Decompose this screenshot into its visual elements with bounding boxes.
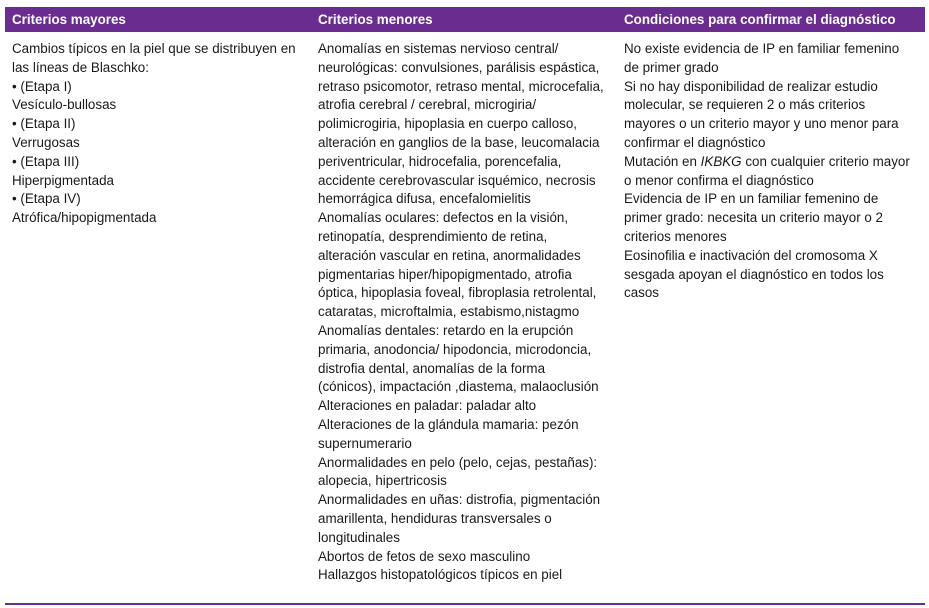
text-line: • (Etapa I) [12,78,72,94]
text-line: hemorrágica difusa, encefalomielitis [318,191,531,207]
text-line: Verrugosas [12,134,80,150]
text-line: Hiperpigmentada [12,172,114,188]
cell-condiciones [617,40,925,303]
cell-criterios-menores [311,40,617,585]
text-line: Hallazgos histopatológicos típicos en piel [318,567,563,583]
text-line: Alteraciones de la glándula mamaria: pezón [318,416,579,432]
text-line: distrofia dental, anomalías de la forma [318,360,546,376]
text-line: accidente cerebrovascular isquémico, necrosis [318,172,596,188]
text-line: Eosinofilia e inactivación del cromosoma X [624,247,878,263]
text-line: periventricular, hidrocefalia, porencefalia, [318,153,562,169]
mutation-line [624,153,925,172]
text-line: las líneas de Blaschko: [12,59,149,75]
text-line: casos [624,285,659,301]
text-line: Abortos de fetos de sexo masculino [318,548,531,564]
text-line: • (Etapa III) [12,153,80,169]
table-body-row [5,32,925,585]
text-line: Alteraciones en paladar: paladar alto [318,398,537,414]
text-line: supernumerario [318,435,412,451]
text-line: alopecia, hipertricosis [318,473,447,489]
text-line: de primer grado [624,59,719,75]
text-line: primaria, anodoncia/ hipodoncia, microdoncia, [318,341,592,357]
text-line: • (Etapa II) [12,116,76,132]
text-line: polimicrogiria, hipoplasia en cuerpo calloso, [318,116,578,132]
text-line: Evidencia de IP en un familiar femenino de [624,191,879,207]
text-line: pigmentarias hiper/hipopigmentado, atrofia [318,266,572,282]
text-line: o menor confirma el diagnóstico [624,172,814,188]
header-condiciones: Condiciones para confirmar el diagnóstico [624,12,896,27]
text-line: Anomalías oculares: defectos en la visión, [318,210,569,226]
text-line: sesgada apoyan el diagnóstico en todos los [624,266,884,282]
table-bottom-rule [5,603,925,605]
text-line: molecular, se requieren 2 o más criterios [624,97,866,113]
text-line: Vesículo-bullosas [12,97,117,113]
text-line: mayores o un criterio mayor y uno menor para [624,116,899,132]
text-line: amarillenta, hendiduras transversales o [318,510,552,526]
cell-criterios-mayores [5,40,311,228]
mutation-suffix: con cualquier criterio mayor [741,153,910,169]
text-line: óptica, hipoplasia foveal, fibroplasia retrolental, [318,285,597,301]
header-criterios-menores: Criterios menores [318,12,433,27]
text-line: longitudinales [318,529,400,545]
text-line: Si no hay disponibilidad de realizar estudio [624,78,878,94]
gene-name: IKBKG [700,153,742,169]
text-line: (cónicos), impactación ,diastema, malaoclusión [318,379,599,395]
text-line: Anormalidades en pelo (pelo, cejas, pestañas): [318,454,598,470]
text-line: Anormalidades en uñas: distrofia, pigmentación [318,492,601,508]
text-line: Anomalías dentales: retardo en la erupción [318,322,574,338]
text-line: confirmar el diagnóstico [624,134,766,150]
text-line: Anomalías en sistemas nervioso central/ [318,41,559,56]
text-line: criterios menores [624,228,727,244]
text-line: retinopatía, desprendimiento de retina, [318,228,548,244]
text-line: alteración en ganglios de la base, leucomalacia [318,134,600,150]
header-criterios-mayores: Criterios mayores [12,12,126,27]
text-line: Atrófica/hipopigmentada [12,210,157,226]
text-line: No existe evidencia de IP en familiar femenino [624,41,900,56]
text-line: • (Etapa IV) [12,191,81,207]
text-line: retraso psicomotor, retraso mental, microcefalia, [318,78,604,94]
diagnostic-criteria-table [5,7,925,585]
table-header-row [5,7,925,32]
text-line: cataratas, microftalmia, estabismo,nistagmo [318,304,580,320]
text-line: atrofia cerebral / cerebral, microgiria/ [318,97,537,113]
text-line: Cambios típicos en la piel que se distribuyen en [12,41,296,56]
text-line: primer grado: necesita un criterio mayor o 2 [624,210,883,226]
text-line: neurológicas: convulsiones, parálisis espástica, [318,59,600,75]
text-line: alteración vascular en retina, anormalidades [318,247,581,263]
mutation-prefix: Mutación en [624,153,701,169]
